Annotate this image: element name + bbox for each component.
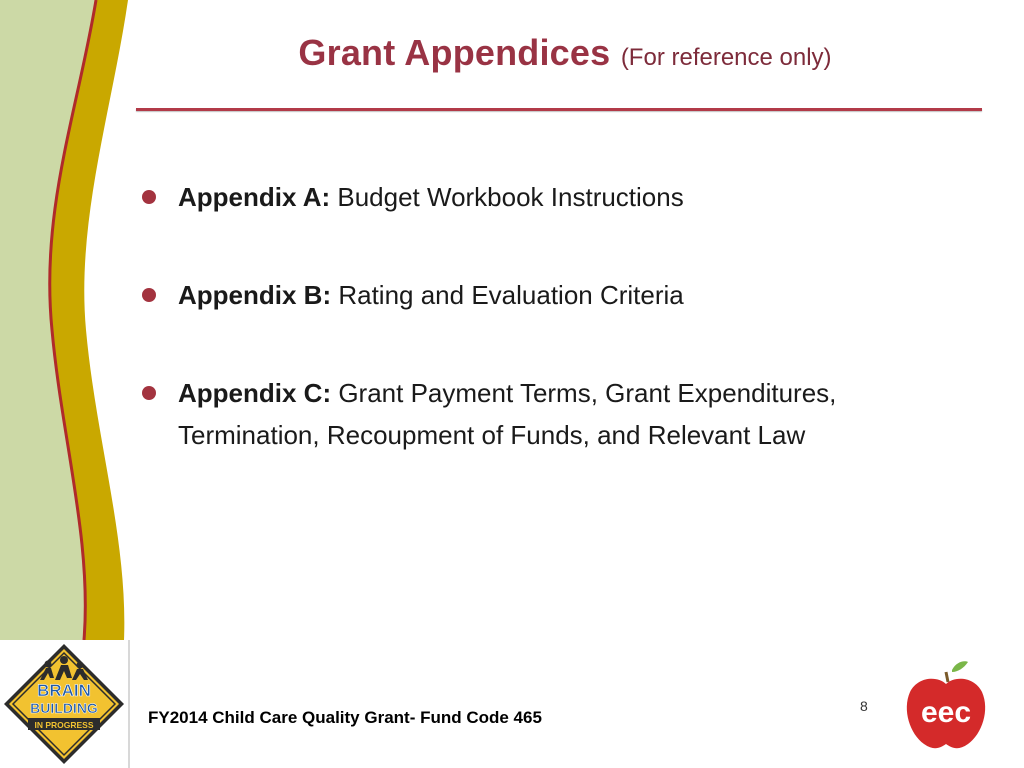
side-decoration	[0, 0, 140, 640]
badge-text-line-2: BUILDING	[30, 700, 98, 716]
bullet-icon	[142, 386, 156, 400]
list-item-appendix-c	[140, 372, 980, 456]
footer-text: FY2014 Child Care Quality Grant- Fund Code 465	[148, 708, 542, 727]
appendix-list	[140, 176, 980, 512]
list-item-appendix-a	[140, 176, 980, 218]
slide-title	[140, 32, 990, 74]
bullet-text: Budget Workbook Instructions	[330, 182, 684, 212]
eec-logo	[896, 656, 996, 756]
bullet-icon	[142, 190, 156, 204]
eec-text: eec	[920, 696, 972, 729]
bullet-label: Appendix C:	[178, 378, 332, 408]
title-divider	[136, 108, 982, 111]
title-text: Grant Appendices	[298, 32, 611, 73]
bullet-text: Rating and Evaluation Criteria	[331, 280, 684, 310]
bullet-icon	[142, 288, 156, 302]
list-item-appendix-b	[140, 274, 980, 316]
brain-building-logo	[0, 640, 132, 768]
bullet-text: Grant Payment Terms, Grant Expenditures, Termination, Recoupment of Funds, and Relevant Law	[178, 378, 837, 450]
page-number: 8	[860, 698, 868, 714]
badge-text-line-3: IN PROGRESS	[34, 720, 94, 730]
badge-text-line-1: BRAIN	[37, 681, 91, 700]
bullet-label: Appendix B:	[178, 280, 332, 310]
bullet-label: Appendix A:	[178, 182, 331, 212]
title-subtitle: (For reference only)	[620, 44, 832, 71]
